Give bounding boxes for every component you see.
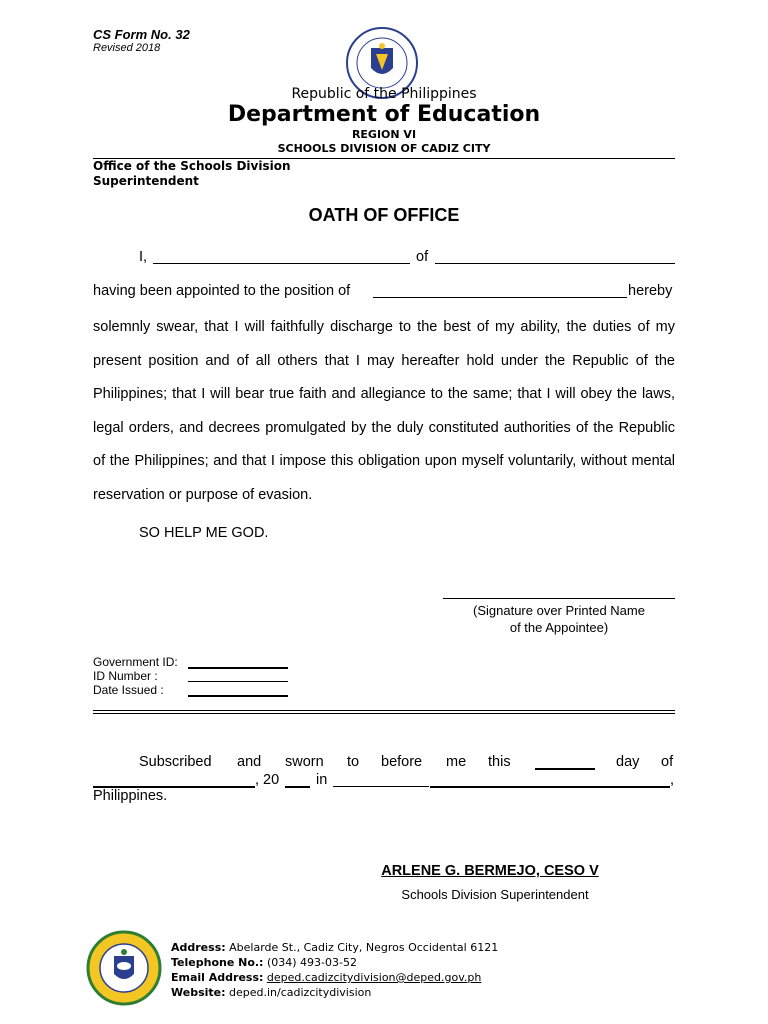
year-prefix: , 20 [255,772,280,788]
subs-w5: before [381,754,423,770]
subs-w6: me [446,754,467,770]
footer-address: Address: Abelarde St., Cadiz City, Negros Occidental 6121 [171,941,499,954]
subs-in: in [316,772,328,788]
appointee-name-field[interactable] [153,249,410,264]
subs-w4: to [347,754,360,770]
place-field[interactable] [333,772,429,787]
separator-rule-top [93,710,675,711]
form-revised: Revised 2018 [93,42,161,54]
oath-i: I, [139,249,148,265]
subs-w8: day [616,754,640,770]
division-seal-icon [86,930,162,1006]
footer-website: Website: deped.in/cadizcitydivision [171,986,372,999]
document-title: OATH OF OFFICE [308,205,460,225]
date-issued-field[interactable] [188,695,288,697]
signature-line[interactable] [443,598,675,599]
republic-heading: Republic of the Philippines [291,86,477,102]
signature-caption: (Signature over Printed Name [473,603,645,618]
footer-email: Email Address: deped.cadizcitydivision@deped.gov.ph [171,971,482,984]
region-heading: REGION VI [351,128,417,141]
subs-w7: this [488,754,511,770]
hereby-text: hereby [628,283,673,299]
position-text: having been appointed to the position of [93,283,351,299]
subs-w3: sworn [285,754,324,770]
subs-comma: , [670,772,675,788]
subs-w9: of [661,754,674,770]
year-field[interactable] [285,772,310,788]
signature-caption-2: of the Appointee) [509,620,609,635]
division-heading: SCHOOLS DIVISION OF CADIZ CITY [277,142,491,155]
footer-telephone: Telephone No.: (034) 493-03-52 [171,956,357,969]
form-number: CS Form No. 32 [93,27,190,42]
subs-w2: and [237,754,262,770]
subs-country: Philippines. [93,788,168,804]
oath-closing: SO HELP ME GOD. [139,525,269,541]
month-field[interactable] [93,772,255,788]
officer-name: ARLENE G. BERMEJO, CESO V [381,863,599,879]
email-link[interactable]: deped.cadizcitydivision@deped.gov.ph [266,971,482,984]
id-number-field[interactable] [188,681,288,682]
position-field[interactable] [373,283,627,298]
office-name: Office of the Schools Division Superintendent [93,159,291,188]
id-number-label: ID Number : [93,669,158,683]
day-field[interactable] [535,754,595,770]
government-id-label: Government ID: [93,655,178,669]
place-field-2[interactable] [430,772,670,788]
government-id-field[interactable] [188,667,288,669]
officer-position: Schools Division Superintendent [401,887,589,902]
appointee-address-field[interactable] [435,249,675,264]
oath-of: of [416,249,429,265]
subs-w1: Subscribed [139,754,212,770]
oath-body: solemnly swear, that I will faithfully discharge to the best of my ability, the duties of my present position and of all others that I may hereafter hold under the Republic of the Philippines; that I will bear true faith and allegiance to the same; that I will obey the laws, legal orders, and decrees promulgated by the duly constituted authorities of the Republic of the Philippines; and that I impose this obligation upon myself voluntarily, without mental reservation or purpose of evasion. [93,319,675,503]
separator-rule-bottom [93,713,675,714]
department-heading: Department of Education [227,102,541,127]
date-issued-label: Date Issued : [93,683,164,697]
